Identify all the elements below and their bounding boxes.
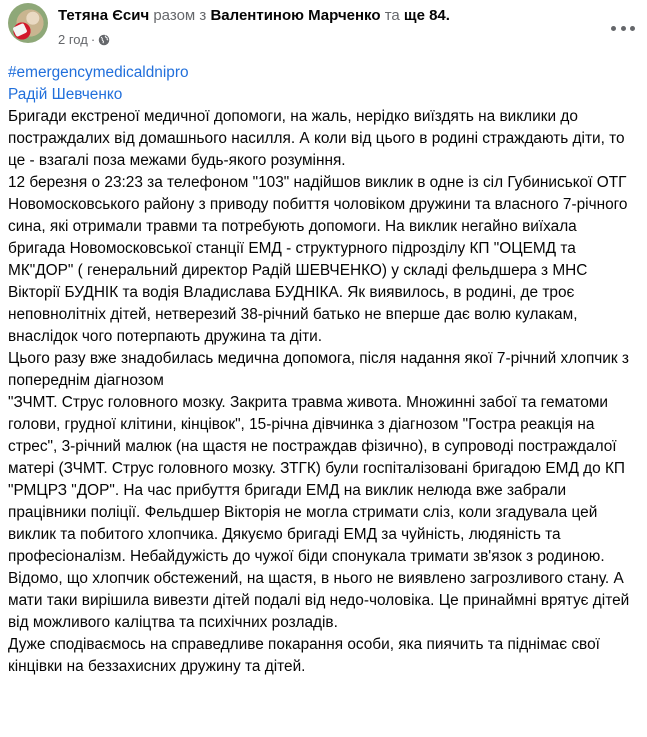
more-options-button[interactable] [611, 22, 635, 34]
author-name-link[interactable]: Тетяна Єсич [58, 7, 150, 24]
more-dot-icon [630, 26, 635, 31]
post-meta [58, 31, 110, 49]
author-line [58, 6, 450, 26]
hashtag-link[interactable]: #emergencymedicaldnipro [8, 64, 189, 81]
globe-icon[interactable] [98, 34, 110, 46]
post-paragraph: 12 березня о 23:23 за телефоном "103" надійшов виклик в одне із сіл Губиниської ОТГ Новомосковського району з приводу побиття чоловіком дружини та власного 7-річного сина, які отримали травми та потребують допомоги. На виклик негайно виїхала бригада Новомосковської станції ЕМД - структурного підрозділу КП "ОЦЕМД та МК"ДОР" ( генеральний директор Радій ШЕВЧЕНКО) у складі фельдшера з МНС Вікторії БУДНІК та водія Владислава БУДНІКА. Як виявилось, в родині, де троє неповнолітніх дітей, нетверезий 38-річний батько не вперше дає волю кулакам, внаслідок чого потерпають дружина та діти. [8, 174, 628, 345]
post-paragraph: Дуже сподіваємось на справедливе покарання особи, яка пиячить та піднімає свої кінцівки на беззахисних дружину та дітей. [8, 636, 600, 675]
post-time-link[interactable]: 2 год [58, 32, 88, 47]
others-link[interactable]: ще 84. [403, 7, 450, 24]
with-text: разом з [153, 7, 207, 24]
and-text: та [384, 7, 400, 24]
avatar-detail [12, 23, 27, 37]
post-paragraph: Бригади екстреної медичної допомоги, на жаль, нерідко виїздять на виклики до постраждалих від домашнього насилля. А коли від цього в родині страждають діти, то це - взагалі поза межами будь-якого розуміння. [8, 108, 625, 169]
more-dot-icon [611, 26, 616, 31]
author-avatar[interactable] [8, 3, 48, 43]
post-body [0, 62, 647, 678]
meta-separator: · [90, 32, 96, 47]
mention-link[interactable]: Радій Шевченко [8, 86, 123, 103]
post-paragraph: "ЗЧМТ. Струс головного мозку. Закрита травма живота. Множинні забої та гематоми голови, грудної клітини, кінцівок", 15-річна дівчинка з діагнозом "Гостра реакція на стрес", 3-річний малюк (на щастя не постраждав фізично), в супроводі постраждалої матері (ЗЧМТ. Струс головного мозку. ЗТГК) були госпіталізовані бригадою ЕМД до КП "РМЦРЗ "ДОР". На час прибуття бригади ЕМД на виклик нелюда вже забрали працівники поліції. Фельдшер Вікторія не могла стримати сліз, коли згадувала цей виклик та побитого хлопчика. Дякуємо бригаді ЕМД за чуйність, людяність та професіоналізм. Небайдужість до чужої біди спонукала тримати зв'язок з родиною. Відомо, що хлопчик обстежений, на щастя, в нього не виявлено загрозливого стану. А мати таки вирішила вивезти дітей подалі від недо-чоловіка. Це принаймні врятує дітей від можливого каліцтва та психічних розладів. [8, 394, 630, 631]
post-paragraph: Цього разу вже знадобилась медична допомога, після надання якої 7-річний хлопчик з попереднім діагнозом [8, 350, 629, 389]
post-header [0, 0, 647, 58]
more-dot-icon [621, 26, 626, 31]
tagged-person-link[interactable]: Валентиною Марченко [210, 7, 381, 24]
